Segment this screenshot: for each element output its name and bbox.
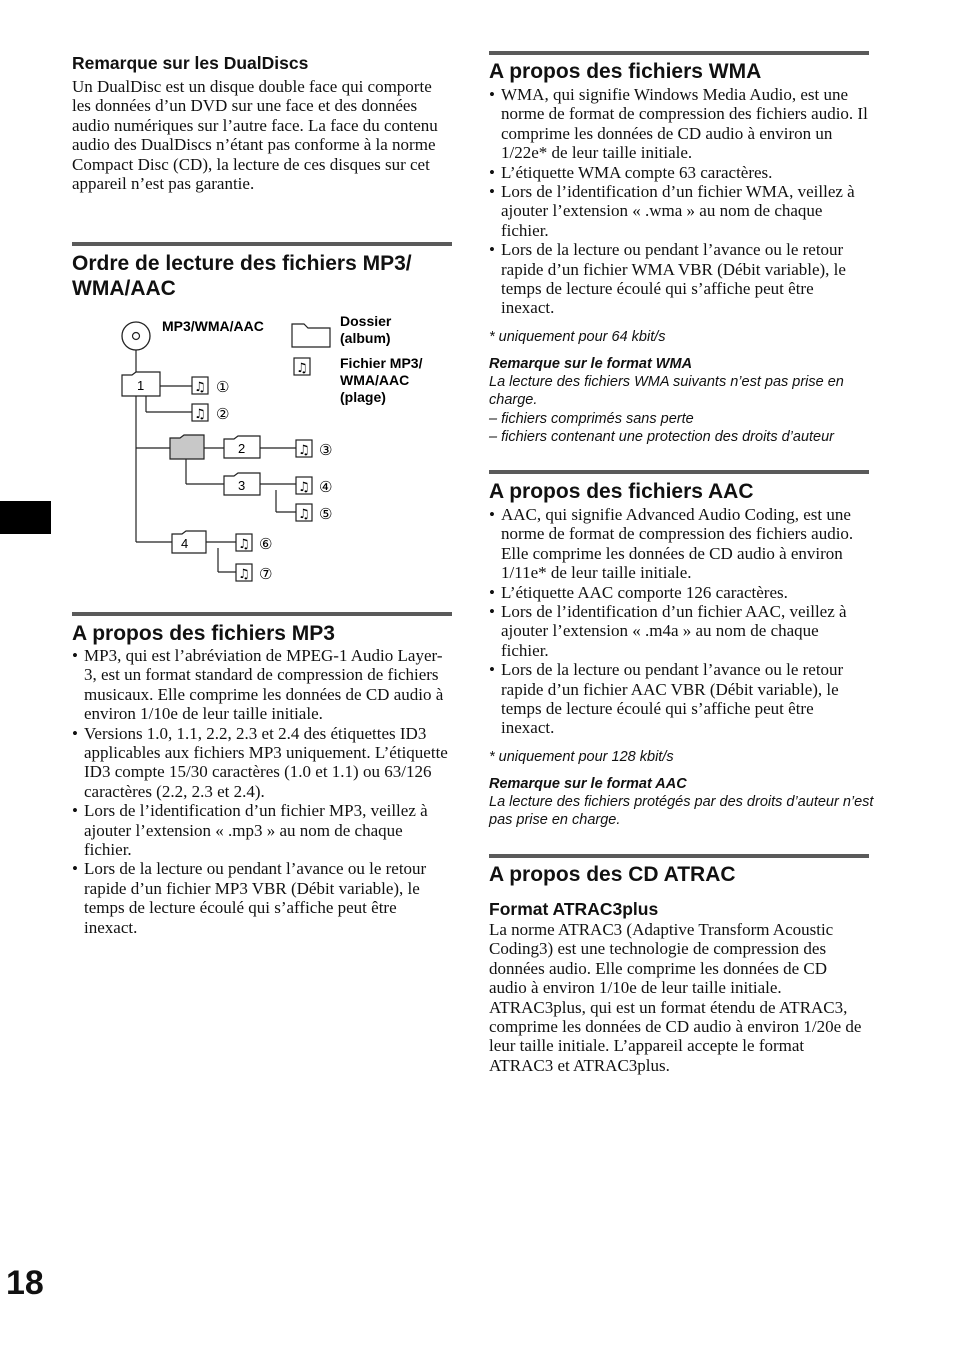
track-file-4 xyxy=(296,477,332,496)
list-item: • Versions 1.0, 1.1, 2.2, 2.3 et 2.4 des étiquettes ID3 applicables aux fichiers MP3 uniquement. L’étiquette ID3 compte 15/30 caractères (1.0 et 1.1) ou 63/126 caractères (2.2, 2.3 et 2.4). xyxy=(72,723,448,801)
folder-2 xyxy=(224,436,260,458)
svg-text:♫: ♫ xyxy=(298,507,310,522)
svg-text:④: ④ xyxy=(319,478,333,496)
disc-icon xyxy=(122,322,150,350)
mp3-bullets xyxy=(72,646,452,937)
legend-file-label: Fichier MP3/ WMA/AAC (plage) xyxy=(340,355,423,405)
track-file-5 xyxy=(296,504,332,523)
svg-text:♫: ♫ xyxy=(296,361,308,376)
aac-title: A propos des fichiers AAC xyxy=(489,480,754,503)
legend-folder-line: Dossier xyxy=(340,313,392,329)
order-title: Ordre de lecture des fichiers MP3/ WMA/AAC xyxy=(72,252,412,300)
aac-note-text: La lecture des fichiers protégés par des droits d’auteur n’est pas prise en charge. xyxy=(489,794,874,828)
wma-note-line: – fichiers contenant une protection des droits d’auteur xyxy=(489,429,834,445)
section-rule xyxy=(72,612,452,616)
track-file-1 xyxy=(192,377,229,396)
list-item: • Lors de la lecture ou pendant l’avance ou le retour rapide d’un fichier AAC VBR (Débit variable), le temps de lecture écoulé qui s’affiche peut être inexact. xyxy=(489,660,844,738)
wma-footnote: * uniquement pour 64 kbit/s xyxy=(489,329,666,345)
page-number: 18 xyxy=(6,1264,44,1302)
dualdisc-title: Remarque sur les DualDiscs xyxy=(72,53,309,73)
track-file-3 xyxy=(296,440,332,459)
svg-text:4: 4 xyxy=(181,536,189,551)
svg-text:⑥: ⑥ xyxy=(259,535,273,553)
folder-grey xyxy=(170,435,204,459)
wma-note-line: La lecture des fichiers WMA suivants n’est pas prise en charge. xyxy=(489,374,844,408)
list-item: • L’étiquette AAC comporte 126 caractères. xyxy=(489,582,788,602)
side-tab-marker xyxy=(0,501,51,534)
svg-text:①: ① xyxy=(216,378,230,396)
track-file-7 xyxy=(236,564,272,583)
wma-note-title: Remarque sur le format WMA xyxy=(489,356,693,372)
section-rule xyxy=(489,470,869,474)
folder-1 xyxy=(122,372,160,396)
svg-text:♫: ♫ xyxy=(238,537,250,552)
list-item: • Lors de l’identification d’un fichier MP3, veillez à ajouter l’extension « .mp3 » au nom de chaque fichier. xyxy=(72,801,428,860)
list-item: • L’étiquette WMA compte 63 caractères. xyxy=(489,162,773,182)
wma-bullets xyxy=(489,85,869,318)
dualdisc-text: Un DualDisc est un disque double face qui comporte les données d’un DVD sur une face et des données audio numériques sur l’autre face. La face du contenu audio des DualDiscs n’étant pas conforme à la norme Compact Disc (CD), la lecture de ces disques sur cet appareil n’est pas garantie. xyxy=(72,77,438,194)
list-item: • Lors de la lecture ou pendant l’avance ou le retour rapide d’un fichier MP3 VBR (Débit variable), le temps de lecture écoulé qui s’affiche peut être inexact. xyxy=(72,859,427,937)
list-item: • Lors de l’identification d’un fichier WMA, veillez à ajouter l’extension « .wma » au nom de chaque fichier. xyxy=(489,182,855,240)
atrac-text: La norme ATRAC3 (Adaptive Transform Acoustic Coding3) est une technologie de compression des données audio. Elle comprime les données de CD audio à environ 1/10e de leur taille initiale. ATRAC3plus, qui est un format étendu de ATRAC3, comprime les données de CD audio à environ 1/20e de leur taille initiale. L’appareil accepte le format ATRAC3 et ATRAC3plus. xyxy=(489,920,862,1075)
svg-text:♫: ♫ xyxy=(298,443,310,458)
aac-bullets xyxy=(489,505,869,738)
mp3-title: A propos des fichiers MP3 xyxy=(72,622,335,645)
legend-folder-line: (album) xyxy=(340,330,391,346)
svg-text:♫: ♫ xyxy=(298,480,310,495)
svg-text:3: 3 xyxy=(238,478,246,493)
atrac-title: A propos des CD ATRAC xyxy=(489,863,736,886)
svg-text:1: 1 xyxy=(137,378,145,393)
wma-title: A propos des fichiers WMA xyxy=(489,60,762,83)
section-rule xyxy=(489,51,869,55)
section-rule xyxy=(489,854,869,858)
list-item: • Lors de la lecture ou pendant l’avance ou le retour rapide d’un fichier WMA VBR (Débit variable), le temps de lecture écoulé qui s’affiche peut être inexact. xyxy=(489,240,846,318)
aac-footnote: * uniquement pour 128 kbit/s xyxy=(489,749,674,765)
svg-text:⑤: ⑤ xyxy=(319,505,333,523)
svg-text:2: 2 xyxy=(238,441,246,456)
svg-text:♫: ♫ xyxy=(194,407,206,422)
disc-label: MP3/WMA/AAC xyxy=(162,318,264,334)
track-file-2 xyxy=(192,404,229,423)
atrac-subtitle: Format ATRAC3plus xyxy=(489,899,659,919)
track-file-6 xyxy=(236,534,272,553)
aac-note-title: Remarque sur le format AAC xyxy=(489,776,687,792)
folder-4 xyxy=(172,531,206,553)
list-item: • MP3, qui est l’abréviation de MPEG-1 Audio Layer-3, est un format standard de compression de fichiers musicaux. Elle comprime les données de CD audio à environ 1/10e de leur taille initiale. xyxy=(72,646,444,724)
section-rule xyxy=(72,242,452,246)
legend-folder-label xyxy=(340,313,395,346)
folder-3 xyxy=(224,473,260,495)
list-item: • WMA, qui signifie Windows Media Audio, est une norme de format de compression des fichiers audio. Il comprime les données de CD audio à environ un 1/22e* de leur taille initiale. xyxy=(489,85,868,163)
wma-note-line: – fichiers comprimés sans perte xyxy=(489,411,694,427)
folder-icon xyxy=(292,324,330,347)
folder-tree-diagram xyxy=(100,308,450,588)
list-item: • AAC, qui signifie Advanced Audio Coding, est une norme de format de compression des fichiers audio. Elle comprime les données de CD audio à environ 1/11e* de leur taille initiale. xyxy=(489,505,854,583)
svg-text:♫: ♫ xyxy=(238,567,250,582)
svg-text:♫: ♫ xyxy=(194,380,206,395)
svg-text:⑦: ⑦ xyxy=(259,565,273,583)
music-file-icon xyxy=(294,358,310,376)
list-item: • Lors de l’identification d’un fichier AAC, veillez à ajouter l’extension « .m4a » au nom de chaque fichier. xyxy=(489,602,847,660)
svg-text:③: ③ xyxy=(319,441,333,459)
svg-text:②: ② xyxy=(216,405,230,423)
